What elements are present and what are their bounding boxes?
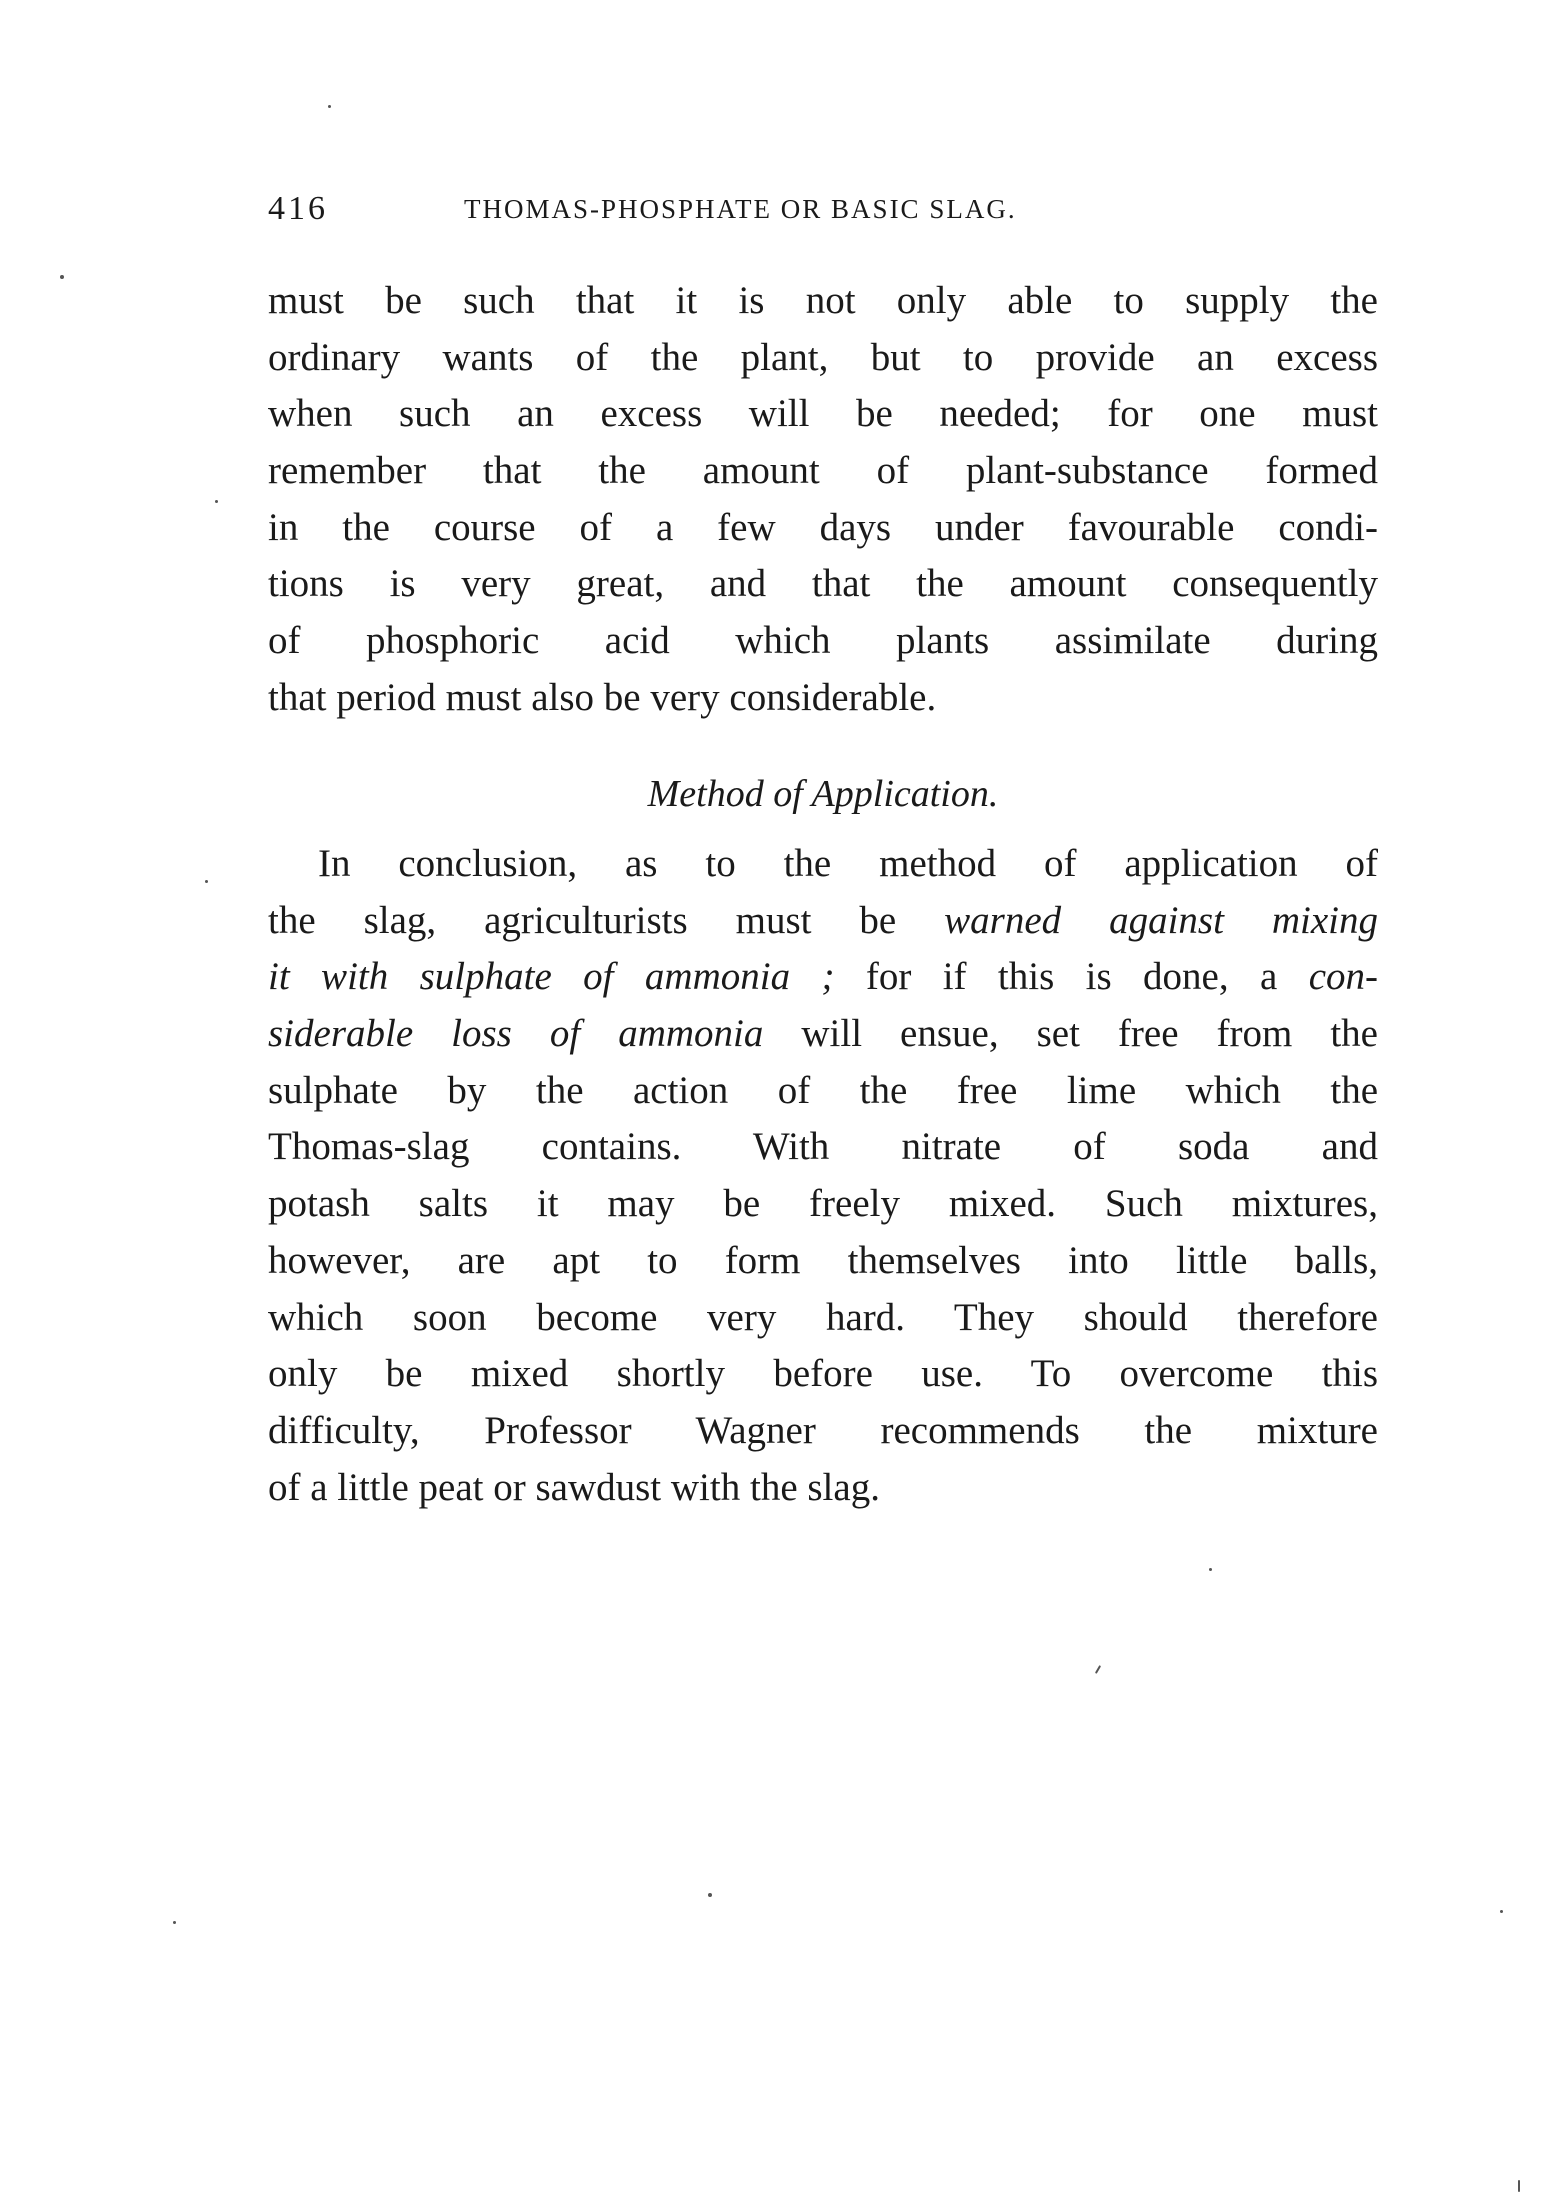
paragraph-2 <box>268 836 1378 1516</box>
page-number: 416 <box>268 190 328 227</box>
text-line: sulphate by the action of the free lime which the <box>268 1068 1378 1112</box>
text-line: however, are apt to form themselves into little balls, <box>268 1238 1378 1282</box>
text-line: ordinary wants of the plant, but to provide an excess <box>268 335 1378 379</box>
text-line: that period must also be very considerable. <box>268 675 937 719</box>
text-run: the slag, agriculturists must be <box>268 898 945 942</box>
scan-speck <box>708 1893 712 1897</box>
text-line: in the course of a few days under favourable condi- <box>268 505 1378 549</box>
text-line: In conclusion, as to the method of application of <box>318 842 1378 885</box>
text-line <box>268 949 1378 1006</box>
text-line: must be such that it is not only able to supply the <box>268 279 1378 322</box>
text-line <box>268 893 1378 950</box>
text-line: difficulty, Professor Wagner recommends the mixture <box>268 1408 1378 1452</box>
scan-speck <box>205 880 208 883</box>
scan-speck <box>1518 2180 1520 2192</box>
running-title: THOMAS-PHOSPHATE OR BASIC SLAG. <box>464 194 1017 224</box>
scan-speck <box>1095 1665 1101 1674</box>
paragraph-1 <box>268 273 1378 727</box>
text-run: will ensue, set free from the <box>763 1012 1378 1056</box>
section-heading: Method of Application. <box>647 773 999 815</box>
text-line: potash salts it may be freely mixed. Such mixtures, <box>268 1182 1378 1226</box>
italic-run: warned against mixing <box>944 898 1378 942</box>
italic-run: con- <box>1308 955 1379 999</box>
scan-speck <box>173 1921 176 1924</box>
italic-run: siderable loss of ammonia <box>268 1012 764 1056</box>
text-line: of phosphoric acid which plants assimilate during <box>268 619 1378 663</box>
text-line: tions is very great, and that the amount consequently <box>268 562 1378 606</box>
text-line: Thomas-slag contains. With nitrate of soda and <box>268 1125 1378 1169</box>
text-run: for if this is done, a <box>834 955 1309 999</box>
text-line: of a little peat or sawdust with the slag. <box>268 1465 880 1509</box>
running-head <box>268 190 1378 234</box>
scan-speck <box>215 500 218 503</box>
text-line: when such an excess will be needed; for one must <box>268 392 1378 436</box>
scan-speck <box>1500 1910 1503 1913</box>
text-line <box>268 1006 1378 1063</box>
italic-run: it with sulphate of ammonia ; <box>268 955 835 999</box>
scan-speck <box>1209 1568 1212 1571</box>
text-line: remember that the amount of plant-substance formed <box>268 449 1378 493</box>
text-line: which soon become very hard. They should therefore <box>268 1295 1378 1339</box>
text-line: only be mixed shortly before use. To overcome this <box>268 1352 1378 1396</box>
scan-speck <box>328 105 331 108</box>
scan-speck <box>60 275 64 279</box>
